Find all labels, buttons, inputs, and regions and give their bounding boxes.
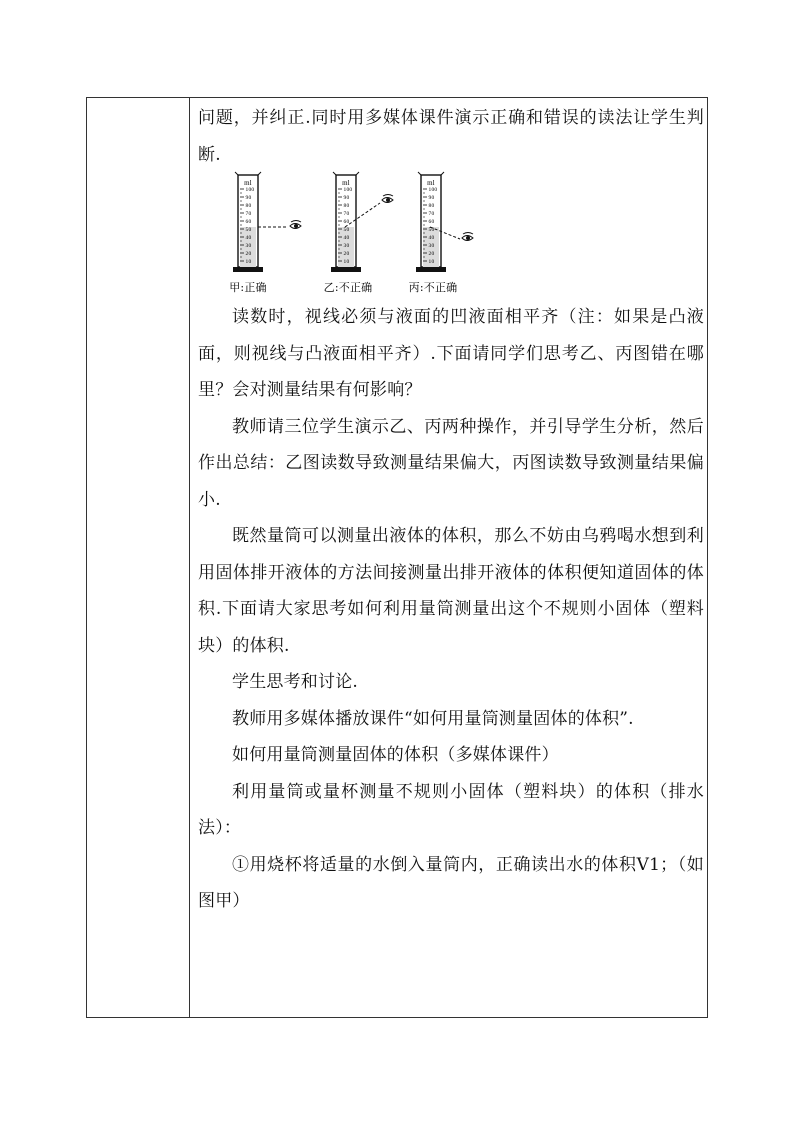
cylinder-reading-figure <box>198 171 704 299</box>
scale-label: 80 <box>428 203 435 209</box>
scale-label: 10 <box>245 259 252 265</box>
paragraph-5: 学生思考和讨论. <box>232 672 359 692</box>
scale-label: 90 <box>343 195 350 201</box>
unit-label-yi: ml <box>342 179 350 187</box>
unit-label-bing: ml <box>427 179 435 187</box>
scale-label: 40 <box>343 235 350 241</box>
scale-label: 40 <box>245 235 252 241</box>
scale-label: 10 <box>428 259 435 265</box>
unit-label-jia: ml <box>244 179 252 187</box>
scale-label: 40 <box>428 235 435 241</box>
paragraph-1: 问题，并纠正.同时用多媒体课件演示正确和错误的读法让学生判断. <box>198 108 704 165</box>
eye-icon <box>382 195 393 203</box>
column-divider <box>189 98 190 1017</box>
cylinder-jia <box>233 172 263 272</box>
scale-label: 30 <box>245 243 252 249</box>
caption-jia: 甲:正确 <box>229 281 267 294</box>
caption-yi: 乙:不正确 <box>323 281 373 294</box>
scale-label: 30 <box>428 243 435 249</box>
scale-label: 70 <box>245 211 252 217</box>
paragraph-6: 教师用多媒体播放课件“如何用量筒测量固体的体积”. <box>232 708 634 729</box>
scale-label: 60 <box>245 219 252 225</box>
scale-label: 20 <box>428 251 435 257</box>
paragraph-7: 如何用量筒测量固体的体积（多媒体课件） <box>232 745 559 765</box>
paragraph-9: ①用烧杯将适量的水倒入量筒内，正确读出水的体积V1；（如图甲） <box>198 854 704 911</box>
scale-label: 100 <box>428 187 438 193</box>
paragraph-3: 教师请三位学生演示乙、丙两种操作，并引导学生分析，然后作出总结：乙图读数导致测量结果偏大，丙图读数导致测量结果偏小. <box>198 416 704 510</box>
scale-label: 20 <box>343 251 350 257</box>
scale-label: 80 <box>343 203 350 209</box>
eye-icon <box>462 233 473 241</box>
scale-label: 30 <box>343 243 350 249</box>
sight-line-yi <box>345 203 380 227</box>
scale-label: 60 <box>428 219 435 225</box>
scale-label: 60 <box>343 219 350 225</box>
scale-label: 90 <box>245 195 252 201</box>
scale-label: 50 <box>245 227 252 233</box>
cylinder-diagram <box>198 171 498 299</box>
cylinder-yi <box>331 172 361 272</box>
scale-label: 100 <box>245 187 255 193</box>
paragraph-2: 读数时，视线必须与液面的凹液面相平齐（注：如果是凸液面，则视线与凸液面相平齐）.下面请同学们思考乙、丙图错在哪里？会对测量结果有何影响？ <box>198 307 704 400</box>
scale-label: 10 <box>343 259 350 265</box>
paragraph-4: 既然量筒可以测量出液体的体积，那么不妨由乌鸦喝水想到利用固体排开液体的方法间接测量出排开液体的体积便知道固体的体积.下面请大家思考如何利用量筒测量出这个不规则小固体（塑料块）的体积. <box>198 526 704 656</box>
cylinder-bing <box>416 172 446 272</box>
scale-label: 80 <box>245 203 252 209</box>
scale-label: 20 <box>245 251 252 257</box>
lesson-table <box>86 97 708 1018</box>
paragraph-8: 利用量筒或量杯测量不规则小固体（塑料块）的体积（排水法）： <box>198 781 704 838</box>
lesson-content-cell <box>198 98 704 920</box>
scale-label: 70 <box>343 211 350 217</box>
scale-label: 70 <box>428 211 435 217</box>
scale-label: 90 <box>428 195 435 201</box>
scale-label: 50 <box>343 227 350 233</box>
eye-icon <box>290 221 301 229</box>
scale-label: 100 <box>343 187 353 193</box>
caption-bing: 丙:不正确 <box>408 281 458 294</box>
scale-label: 50 <box>428 227 435 233</box>
